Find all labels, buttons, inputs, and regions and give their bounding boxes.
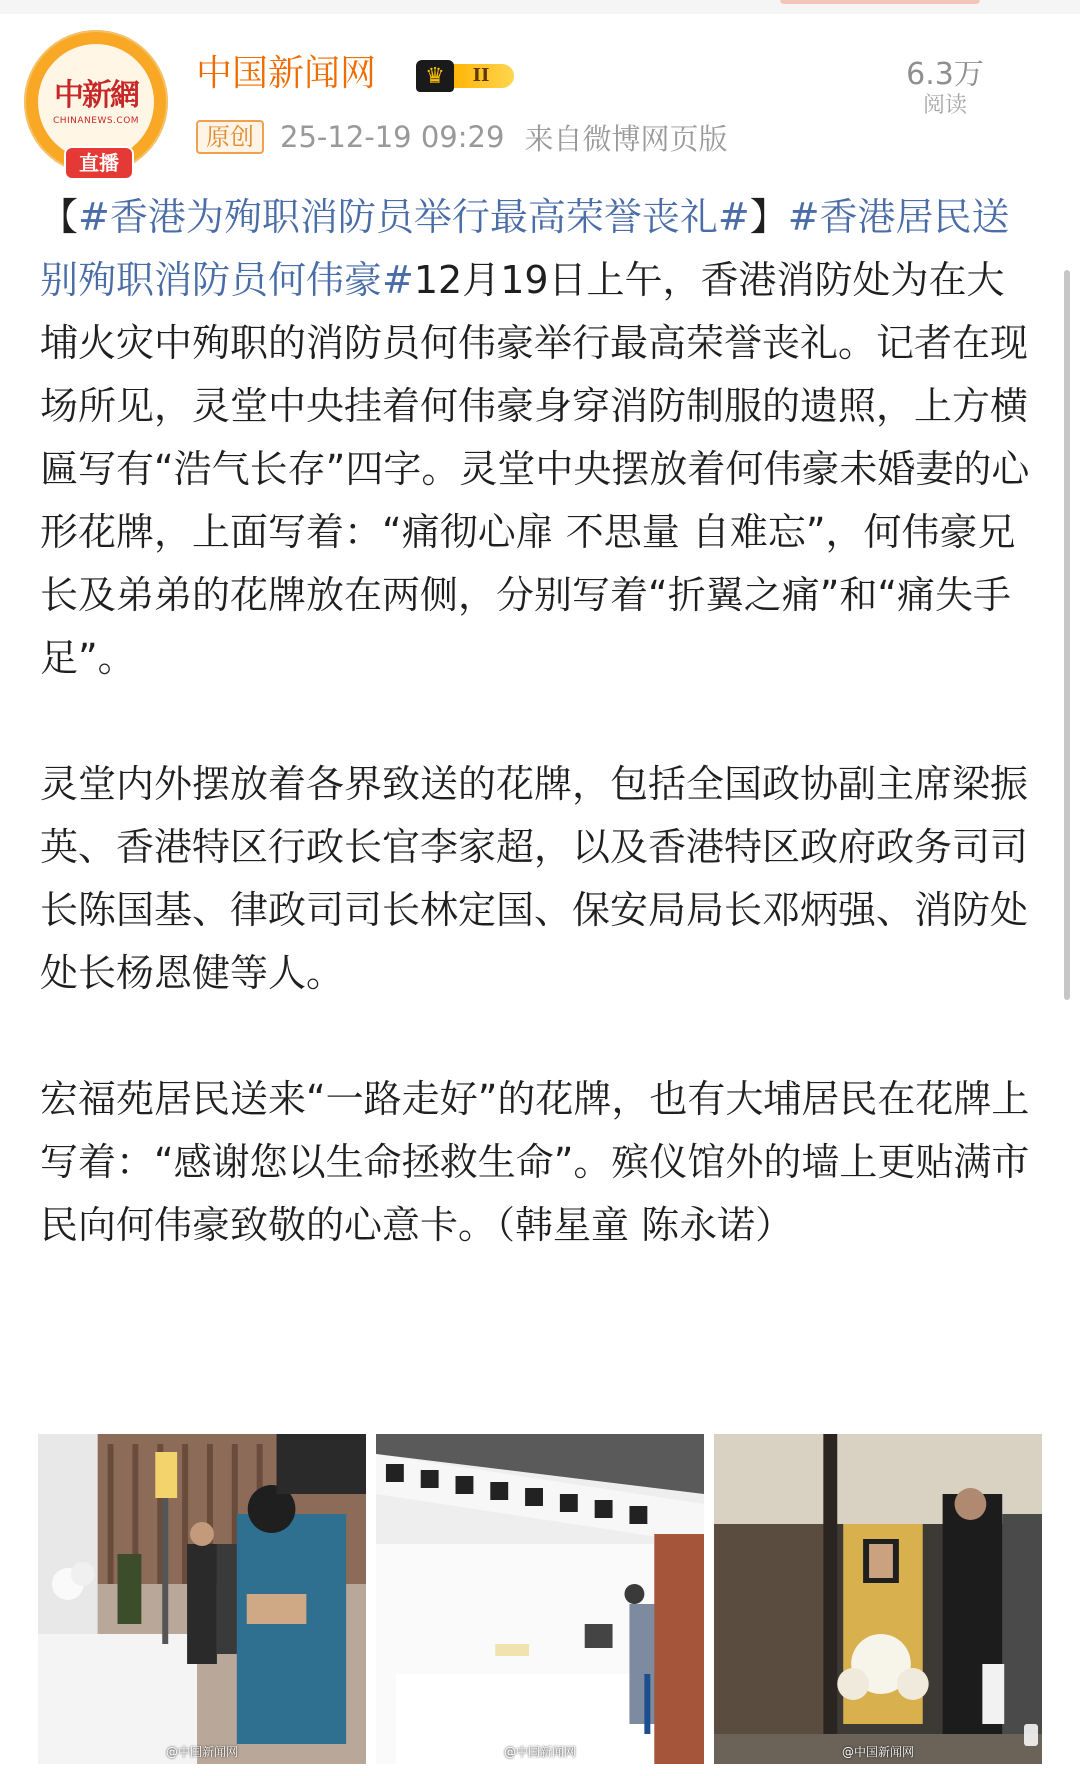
photo-watermark: @中国新闻网 bbox=[503, 1745, 576, 1759]
post-paragraph-2: 灵堂内外摆放着各界致送的花牌，包括全国政协副主席梁振英、香港特区行政长官李家超，以及香港特区政府政务司司长陈国基、律政司司长林定国、保安局局长邓炳强、消防处处长杨恩健等人。 bbox=[40, 762, 1029, 995]
read-count bbox=[880, 58, 1010, 120]
photo-grid bbox=[38, 1434, 1042, 1764]
bracket-close: 】 bbox=[749, 195, 788, 239]
bracket-open: 【 bbox=[40, 195, 79, 239]
vip-badge[interactable] bbox=[416, 60, 522, 92]
avatar[interactable] bbox=[24, 30, 172, 178]
original-tag: 原创 bbox=[196, 120, 264, 154]
photo-thumbnail[interactable] bbox=[38, 1434, 366, 1764]
read-count-value: 6.3万 bbox=[906, 57, 984, 92]
paragraph-text: 12月19日上午，香港消防处为在大埔火灾中殉职的消防员何伟豪举行最高荣誉丧礼。记者在现场所见，灵堂中央挂着何伟豪身穿消防制服的遗照，上方横匾写有“浩气长存”四字。灵堂中央摆放着何伟豪未婚妻的心形花牌，上面写着：“痛彻心扉 不思量 自难忘”，何伟豪兄长及弟弟的花牌放在两侧，分别写着“折翼之痛”和“痛失手足”。 bbox=[40, 258, 1030, 680]
photo-memorial-banner bbox=[376, 1434, 704, 1764]
avatar-logo-area bbox=[38, 44, 154, 160]
crown-icon: ♛ bbox=[416, 60, 454, 92]
more-photos-icon bbox=[1024, 1724, 1038, 1746]
avatar-logo-sub: CHINANEWS.COM bbox=[52, 116, 140, 126]
paragraph-gap bbox=[40, 690, 1038, 753]
post-paragraph-1 bbox=[40, 186, 1038, 690]
photo-thumbnail[interactable] bbox=[376, 1434, 704, 1764]
paragraph-gap bbox=[40, 1005, 1038, 1068]
post-source: 来自微博网页版 bbox=[524, 121, 728, 156]
scrollbar[interactable] bbox=[1064, 270, 1070, 1000]
photo-watermark: @中国新闻网 bbox=[841, 1745, 914, 1759]
post-timestamp: 25-12-19 09:29 bbox=[280, 120, 505, 154]
photo-memorial-hall bbox=[714, 1434, 1042, 1764]
hashtag-link[interactable]: #香港为殉职消防员举行最高荣誉丧礼# bbox=[78, 195, 750, 239]
photo-mourners-outside bbox=[38, 1434, 366, 1764]
post-paragraph-3: 宏福苑居民送来“一路走好”的花牌，也有大埔居民在花牌上写着：“感谢您以生命拯救生命”。殡仪馆外的墙上更贴满市民向何伟豪致敬的心意卡。（韩星童 陈永诺） bbox=[40, 1077, 1030, 1247]
photo-thumbnail[interactable] bbox=[714, 1434, 1042, 1764]
hashtag-link[interactable]: #香港居民送别殉职消防员何伟豪# bbox=[40, 195, 1010, 302]
post-body bbox=[40, 186, 1038, 1257]
top-accent bbox=[780, 0, 980, 4]
post-meta bbox=[196, 118, 727, 156]
username[interactable]: 中国新闻网 bbox=[196, 53, 377, 94]
photo-watermark: @中国新闻网 bbox=[165, 1745, 238, 1759]
read-count-label: 阅读 bbox=[922, 93, 967, 118]
vip-level: II bbox=[448, 64, 514, 88]
avatar-logo: 中新網 bbox=[54, 78, 138, 113]
live-badge: 直播 bbox=[64, 146, 134, 180]
